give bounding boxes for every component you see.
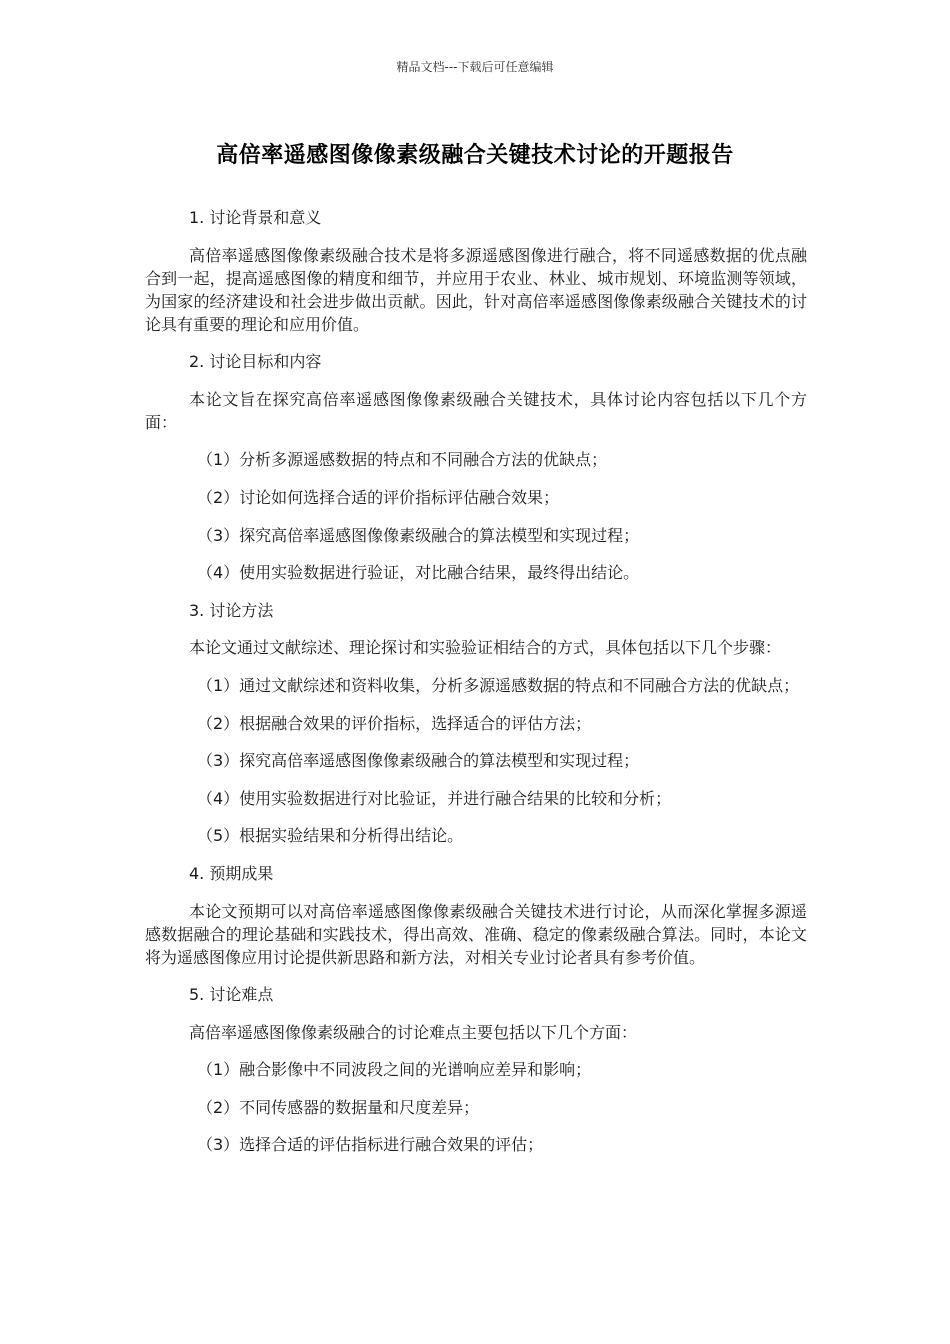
list-item: （2）根据融合效果的评价指标，选择适合的评估方法； <box>197 713 592 733</box>
document-title: 高倍率遥感图像像素级融合关键技术讨论的开题报告 <box>216 143 734 168</box>
list-item: （3）选择合适的评估指标进行融合效果的评估； <box>197 1135 544 1155</box>
list-item: （1）分析多源遥感数据的特点和不同融合方法的优缺点； <box>197 450 608 470</box>
list-item: （4）使用实验数据进行对比验证，并进行融合结果的比较和分析； <box>197 788 672 808</box>
section-heading-difficulties: 5. 讨论难点 <box>189 985 274 1005</box>
section-heading-background: 1. 讨论背景和意义 <box>189 208 322 227</box>
list-item: （5）根据实验结果和分析得出结论。 <box>197 826 464 846</box>
list-item: （3）探究高倍率遥感图像像素级融合的算法模型和实现过程； <box>197 751 640 771</box>
section-heading-goals: 2. 讨论目标和内容 <box>189 352 322 372</box>
paragraph-background: 高倍率遥感图像像素级融合技术是将多源遥感图像进行融合，将不同遥感数据的优点融合到一起，提高遥感图像的精度和细节，并应用于农业、林业、城市规划、环境监测等领域，为国家的经济建设和社会进步做出贡献。因此，针对高倍率遥感图像像素级融合关键技术的讨论具有重要的理论和应用价值。 <box>145 245 807 334</box>
list-item: （1）融合影像中不同波段之间的光谱响应差异和影响； <box>197 1060 592 1080</box>
list-item: （1）通过文献综述和资料收集，分析多源遥感数据的特点和不同融合方法的优缺点； <box>197 675 800 695</box>
paragraph-goals: 本论文旨在探究高倍率遥感图像像素级融合关键技术，具体讨论内容包括以下几个方面： <box>145 389 807 432</box>
header-note: 精品文档---下载后可任意编辑 <box>396 60 554 74</box>
section-heading-outcomes: 4. 预期成果 <box>189 863 274 883</box>
section-heading-methods: 3. 讨论方法 <box>189 600 274 620</box>
document-body <box>145 206 807 1171</box>
paragraph-difficulties: 高倍率遥感图像像素级融合的讨论难点主要包括以下几个方面： <box>189 1022 638 1042</box>
list-item: （4）使用实验数据进行验证，对比融合结果，最终得出结论。 <box>197 563 640 583</box>
list-item: （2）讨论如何选择合适的评价指标评估融合效果； <box>197 487 560 507</box>
paragraph-methods: 本论文通过文献综述、理论探讨和实验验证相结合的方式，具体包括以下几个步骤： <box>189 638 782 658</box>
list-item: （2）不同传感器的数据量和尺度差异； <box>197 1097 480 1117</box>
paragraph-outcomes: 本论文预期可以对高倍率遥感图像像素级融合关键技术进行讨论，从而深化掌握多源遥感数据融合的理论基础和实践技术，得出高效、准确、稳定的像素级融合算法。同时，本论文将为遥感图像应用讨论提供新思路和新方法，对相关专业讨论者具有参考价值。 <box>145 901 807 967</box>
list-item: （3）探究高倍率遥感图像像素级融合的算法模型和实现过程； <box>197 525 640 545</box>
